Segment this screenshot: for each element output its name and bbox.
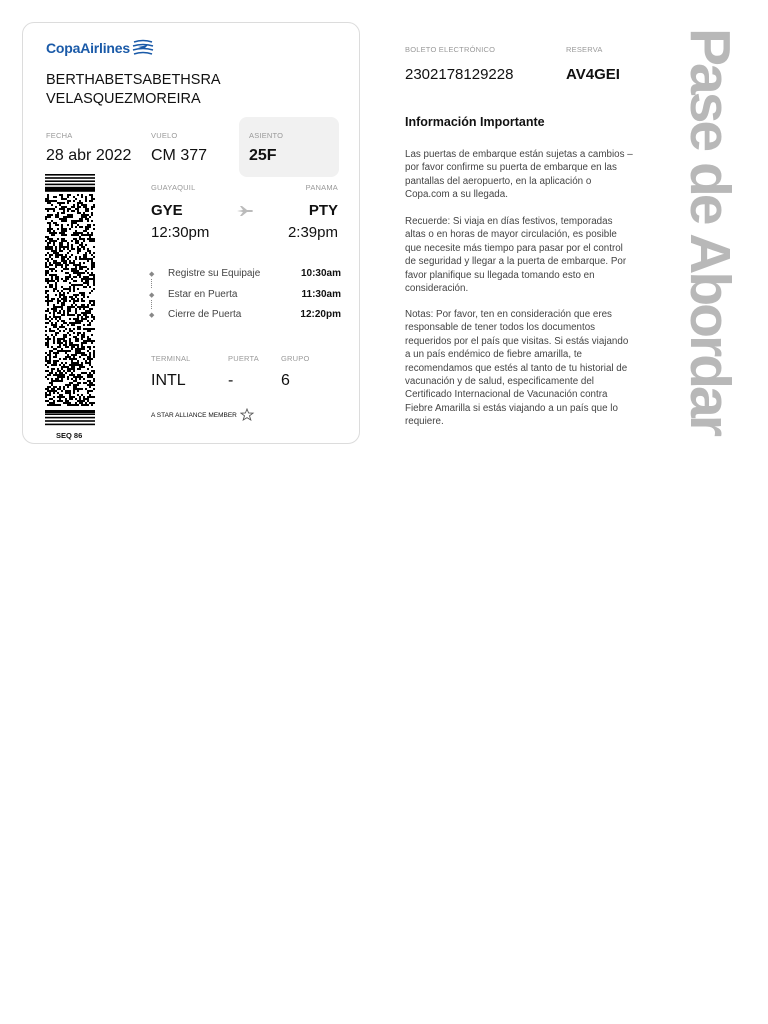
terminal-label: TERMINAL xyxy=(151,354,191,363)
info-paragraph-text: Recuerde: Si viaja en días festivos, temporadas altas o en horas de mayor circulación, es posible que necesite más tiempo para pasar por el control de seguridad y llegar a la puerta de embarque. Por favor planifique su llegada tomando esto en consideración. xyxy=(405,216,627,295)
star-alliance-badge xyxy=(151,408,256,422)
barcode-graphic xyxy=(45,174,95,428)
star-alliance-icon xyxy=(240,408,256,422)
step-dot-icon: ◆ xyxy=(149,312,155,319)
schedule-item xyxy=(149,309,341,330)
booking-code: AV4GEI xyxy=(566,66,620,83)
step-dot-icon: ◆ xyxy=(149,271,155,278)
group-label: GRUPO xyxy=(281,354,310,363)
gate-value: - xyxy=(228,372,234,389)
schedule-item xyxy=(149,268,341,289)
group-value: 6 xyxy=(281,372,290,389)
seat-label: ASIENTO xyxy=(249,131,284,140)
schedule-item-label: Cierre de Puerta xyxy=(168,309,242,320)
booking-label: RESERVA xyxy=(566,45,603,54)
airplane-icon xyxy=(236,203,254,221)
destination-code: PTY xyxy=(308,202,338,219)
boarding-schedule xyxy=(149,268,341,330)
logo-text: CopaAirlines xyxy=(46,40,130,56)
arrival-time: 2:39pm xyxy=(287,224,338,241)
eticket-label: BOLETO ELECTRÓNICO xyxy=(405,45,496,54)
schedule-item xyxy=(149,289,341,310)
info-title: Información Importante xyxy=(405,115,545,129)
terminal-value: INTL xyxy=(151,372,186,389)
pdf417-barcode xyxy=(45,174,95,428)
boarding-pass-card xyxy=(22,22,360,444)
sequence-number: SEQ 86 xyxy=(56,431,83,440)
departure-time: 12:30pm xyxy=(151,224,210,241)
origin-code: GYE xyxy=(151,202,183,219)
schedule-item-label: Registre su Equipaje xyxy=(168,268,261,279)
origin-city: GUAYAQUIL xyxy=(151,183,196,192)
info-paragraph-reminder xyxy=(405,215,633,295)
info-paragraph-text: Las puertas de embarque están sujetas a cambios – por favor confirme su puerta de embarque en las pantallas del aeropuerto, en la aplicación o Copa.com a su llegada. xyxy=(405,149,633,201)
gate-label: PUERTA xyxy=(228,354,259,363)
date-value: 28 abr 2022 xyxy=(46,147,132,164)
schedule-item-time: 12:20pm xyxy=(300,309,341,320)
eticket-number: 2302178129228 xyxy=(405,66,514,83)
info-paragraph-notes xyxy=(405,308,633,429)
info-paragraph-text: Notas: Por favor, ten en consideración que eres responsable de tener todos los documentos requeridos por el país que visitas. Si estás viajando a un país endémico de fiebre amarilla, te recomendamos que estés al tanto de tu historial de vacunación y de salud, especificamente del Certificado Internacional de Vacunación contra Fiebre Amarilla si estás viajando a un país que lo requiere. xyxy=(405,309,629,428)
date-label: FECHA xyxy=(46,131,73,140)
copa-logo xyxy=(46,39,154,57)
flight-value: CM 377 xyxy=(151,147,208,164)
step-dot-icon: ◆ xyxy=(149,291,155,299)
step-connector xyxy=(151,300,152,309)
step-connector xyxy=(151,279,152,288)
schedule-item-time: 10:30am xyxy=(300,268,341,279)
flight-label: VUELO xyxy=(151,131,178,140)
schedule-item-time: 11:30am xyxy=(301,288,341,300)
seat-value: 25F xyxy=(249,147,277,164)
info-paragraph-gates xyxy=(405,148,633,202)
page-title: Pase de Abordar xyxy=(678,28,742,434)
passenger-name: BERTHABETSABETHSRA VELASQUEZMOREIRA xyxy=(46,72,220,107)
alliance-text: A STAR ALLIANCE MEMBER xyxy=(151,411,237,419)
schedule-item-label: Estar en Puerta xyxy=(168,288,238,300)
copa-globe-icon xyxy=(132,39,154,57)
destination-city: PANAMA xyxy=(305,183,338,192)
